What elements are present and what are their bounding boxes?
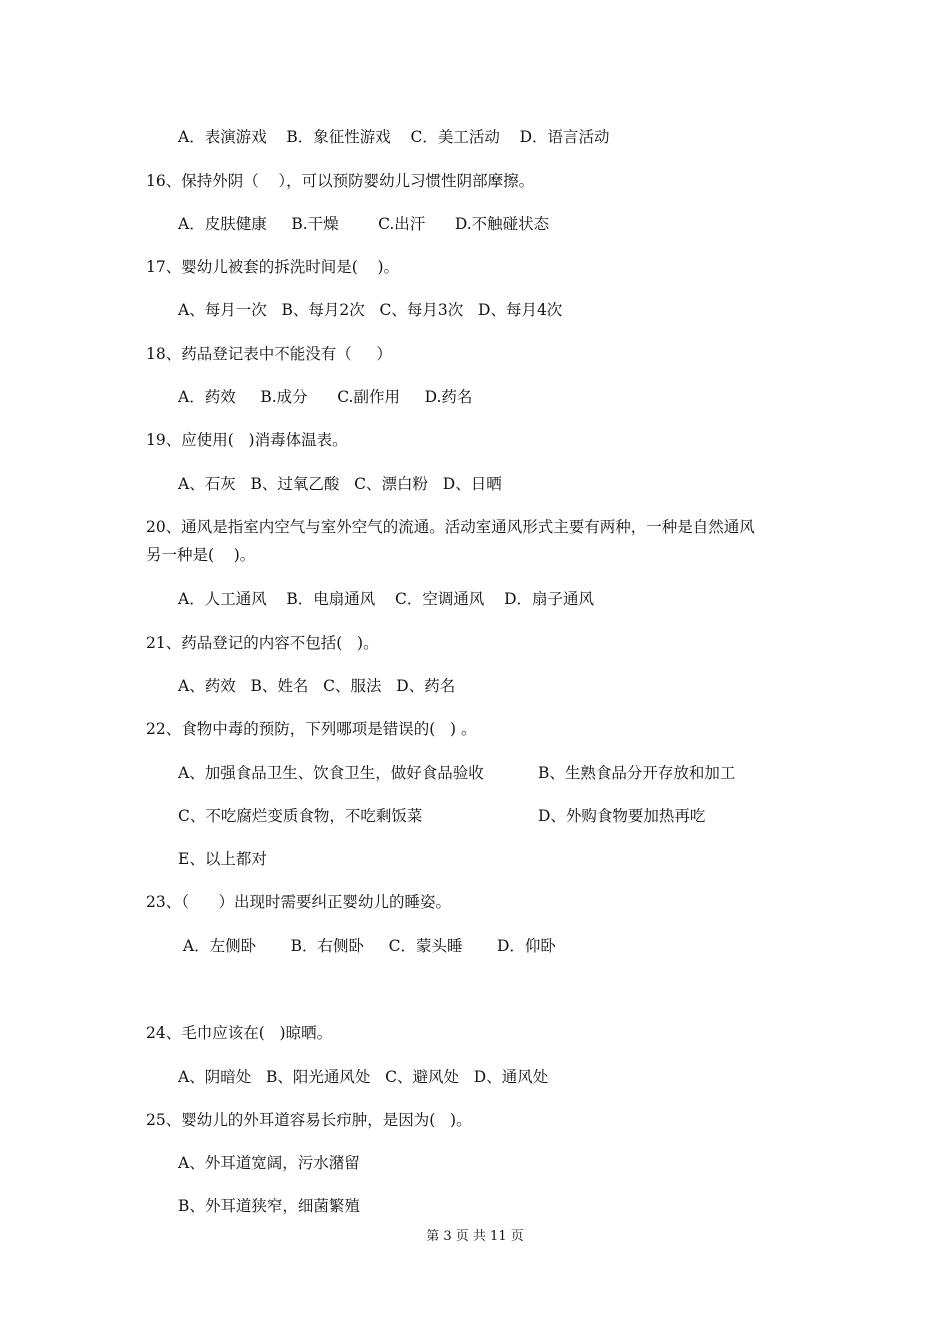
q22-option-c: C、不吃腐烂变质食物，不吃剩饭菜 <box>178 807 423 825</box>
question-21: 21、药品登记的内容不包括( )。 <box>146 634 379 652</box>
question-20-line-2: 另一种是( )。 <box>146 546 256 564</box>
question-16: 16、保持外阴（ ），可以预防婴幼儿习惯性阴部摩擦。 <box>146 172 535 190</box>
q25-option-a: A、外耳道宽阔，污水潴留 <box>178 1154 360 1172</box>
question-19: 19、应使用( )消毒体温表。 <box>146 431 348 449</box>
q24-options: A、阴暗处 B、阳光通风处 C、避风处 D、通风处 <box>178 1068 549 1086</box>
q22-option-b: B、生熟食品分开存放和加工 <box>538 764 736 782</box>
q22-option-e: E、以上都对 <box>178 850 267 868</box>
q23-options: A．左侧卧 B．右侧卧 C．蒙头睡 D．仰卧 <box>178 937 556 955</box>
q22-option-a: A、加强食品卫生、饮食卫生，做好食品验收 <box>178 764 484 782</box>
q20-options: A．人工通风 B．电扇通风 C．空调通风 D．扇子通风 <box>178 590 594 608</box>
q15-options: A．表演游戏 B．象征性游戏 C．美工活动 D．语言活动 <box>178 128 610 146</box>
q19-options: A、石灰 B、过氧乙酸 C、漂白粉 D、日晒 <box>178 475 502 493</box>
question-20-line-1: 20、通风是指室内空气与室外空气的流通。活动室通风形式主要有两种，一种是自然通风 <box>146 518 755 536</box>
q18-options: A．药效 B.成分 C.副作用 D.药名 <box>178 388 473 406</box>
question-24: 24、毛巾应该在( )晾晒。 <box>146 1024 333 1042</box>
q22-option-d: D、外购食物要加热再吃 <box>538 807 706 825</box>
question-23: 23、（ ）出现时需要纠正婴幼儿的睡姿。 <box>146 893 452 911</box>
q25-option-b: B、外耳道狭窄，细菌繁殖 <box>178 1197 360 1215</box>
question-17: 17、婴幼儿被套的拆洗时间是( )。 <box>146 258 400 276</box>
q21-options: A、药效 B、姓名 C、服法 D、药名 <box>178 677 456 695</box>
question-18: 18、药品登记表中不能没有（ ） <box>146 345 392 363</box>
question-22: 22、食物中毒的预防，下列哪项是错误的( ) 。 <box>146 720 477 738</box>
page-footer: 第 3 页 共 11 页 <box>426 1229 524 1244</box>
question-25: 25、婴幼儿的外耳道容易长疖肿，是因为( )。 <box>146 1111 472 1129</box>
q16-options: A．皮肤健康 B.干燥 C.出汗 D.不触碰状态 <box>178 215 550 233</box>
q17-options: A、每月一次 B、每月2次 C、每月3次 D、每月4次 <box>178 301 563 319</box>
